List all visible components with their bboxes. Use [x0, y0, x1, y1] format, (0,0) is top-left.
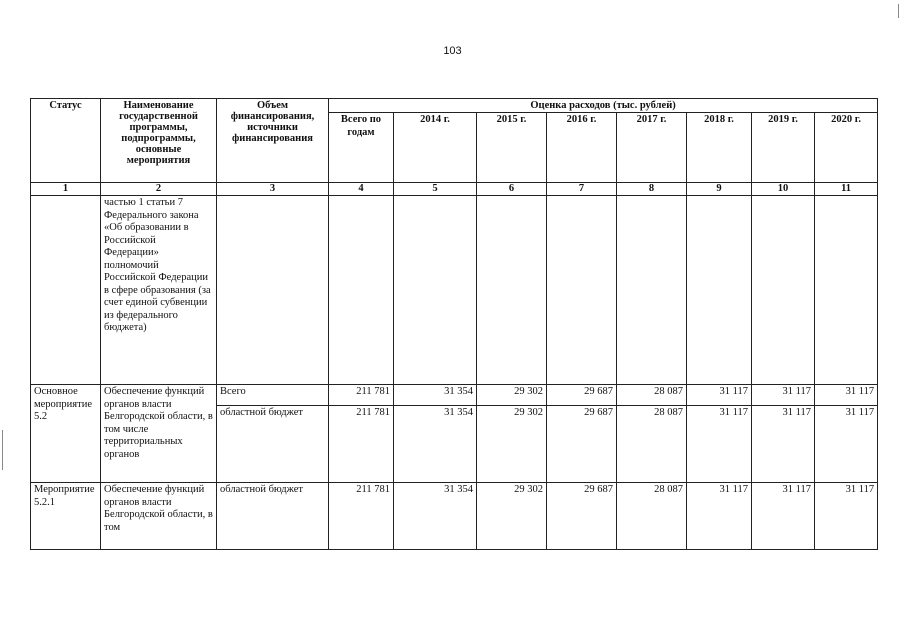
header-status: Статус	[31, 99, 101, 183]
header-funding: Объем финансирования, источники финансирования	[217, 99, 329, 183]
row-name: Обеспечение функций органов власти Белгородской области, в том числе территориальных органов	[101, 385, 217, 483]
value-year: 29 687	[547, 385, 617, 406]
column-number: 6	[477, 183, 547, 196]
header-year: 2017 г.	[617, 113, 687, 183]
column-number: 2	[101, 183, 217, 196]
header-total: Всего по годам	[329, 113, 394, 183]
value-year: 31 117	[752, 406, 815, 483]
table-row	[31, 385, 878, 406]
table-row	[31, 196, 878, 385]
column-number: 1	[31, 183, 101, 196]
header-year: 2014 г.	[394, 113, 477, 183]
column-number: 10	[752, 183, 815, 196]
value-year: 29 687	[547, 406, 617, 483]
value-year: 31 117	[815, 406, 878, 483]
budget-table	[30, 98, 878, 550]
row-status: Мероприятие 5.2.1	[31, 483, 101, 550]
row-source: Всего	[217, 385, 329, 406]
row-source: областной бюджет	[217, 406, 329, 483]
header-year: 2016 г.	[547, 113, 617, 183]
column-number: 7	[547, 183, 617, 196]
value-year: 31 117	[815, 483, 878, 550]
column-numbers-row	[31, 183, 878, 196]
page-number: 103	[443, 45, 462, 57]
value-year: 29 302	[477, 406, 547, 483]
column-number: 3	[217, 183, 329, 196]
header-year: 2018 г.	[687, 113, 752, 183]
value-year: 31 117	[752, 483, 815, 550]
scan-mark-left	[2, 430, 3, 470]
header-estimate: Оценка расходов (тыс. рублей)	[329, 99, 878, 113]
value-year: 31 117	[815, 385, 878, 406]
column-number: 9	[687, 183, 752, 196]
header-name: Наименование государственной программы, подпрограммы, основные мероприятия	[101, 99, 217, 183]
value-total: 211 781	[329, 385, 394, 406]
header-year: 2015 г.	[477, 113, 547, 183]
column-number: 8	[617, 183, 687, 196]
row-name: Обеспечение функций органов власти Белгородской области, в том	[101, 483, 217, 550]
value-year: 31 117	[752, 385, 815, 406]
column-number: 11	[815, 183, 878, 196]
value-year: 29 687	[547, 483, 617, 550]
header-year: 2019 г.	[752, 113, 815, 183]
value-year: 29 302	[477, 385, 547, 406]
scan-mark-right	[898, 4, 899, 18]
column-number: 5	[394, 183, 477, 196]
value-year: 29 302	[477, 483, 547, 550]
row-status: Основное мероприятие 5.2	[31, 385, 101, 483]
value-year: 31 354	[394, 406, 477, 483]
value-year: 31 117	[687, 406, 752, 483]
value-year: 31 117	[687, 385, 752, 406]
column-number: 4	[329, 183, 394, 196]
value-year: 31 354	[394, 385, 477, 406]
value-year: 31 117	[687, 483, 752, 550]
row-source: областной бюджет	[217, 483, 329, 550]
value-total: 211 781	[329, 483, 394, 550]
value-year: 28 087	[617, 385, 687, 406]
table-row	[31, 483, 878, 550]
row-name: частью 1 статьи 7 Федерального закона «Об образовании в Российской Федерации» полномочий Российской Федерации в сфере образования (за счет единой субвенции из федерального бюджета)	[101, 196, 217, 385]
value-year: 31 354	[394, 483, 477, 550]
header-year: 2020 г.	[815, 113, 878, 183]
value-year: 28 087	[617, 483, 687, 550]
value-total: 211 781	[329, 406, 394, 483]
value-year: 28 087	[617, 406, 687, 483]
